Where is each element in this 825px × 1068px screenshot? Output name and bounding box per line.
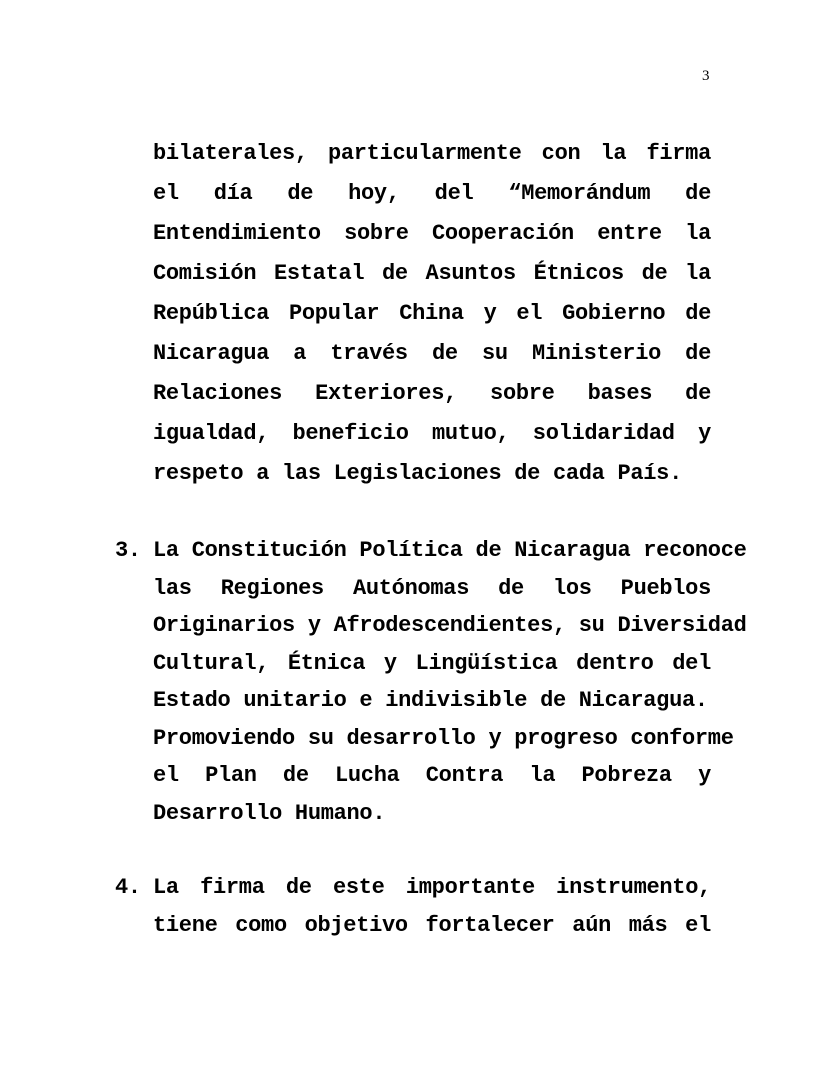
text-line: Desarrollo Humano. bbox=[153, 800, 386, 826]
list-item-4 bbox=[115, 869, 711, 944]
text-line: tiene como objetivo fortalecer aún más el bbox=[153, 912, 711, 938]
text-line: La firma de este importante instrumento, bbox=[153, 875, 711, 900]
text-line: igualdad, beneficio mutuo, solidaridad y bbox=[153, 421, 711, 446]
list-marker: 4. bbox=[115, 875, 141, 900]
text-line: Promoviendo su desarrollo y progreso conforme bbox=[153, 725, 734, 751]
text-line: Comisión Estatal de Asuntos Étnicos de la bbox=[153, 261, 711, 286]
text-line: Relaciones Exteriores, sobre bases de bbox=[153, 381, 711, 406]
text-line: el Plan de Lucha Contra la Pobreza y bbox=[153, 763, 711, 788]
intro-paragraph bbox=[153, 134, 711, 494]
text-line: Nicaragua a través de su Ministerio de bbox=[153, 341, 711, 366]
list-item-3 bbox=[115, 532, 747, 832]
text-line: el día de hoy, del “Memorándum de bbox=[153, 181, 711, 206]
text-line: Cultural, Étnica y Lingüística dentro del bbox=[153, 650, 711, 676]
list-marker: 3. bbox=[115, 538, 141, 563]
text-line: bilaterales, particularmente con la firma bbox=[153, 141, 711, 166]
page-number: 3 bbox=[702, 68, 710, 84]
text-line: Originarios y Afrodescendientes, su Diversidad bbox=[153, 613, 747, 638]
text-line: República Popular China y el Gobierno de bbox=[153, 301, 711, 326]
text-line: Entendimiento sobre Cooperación entre la bbox=[153, 221, 711, 246]
text-line: respeto a las Legislaciones de cada País. bbox=[153, 461, 682, 486]
text-line: las Regiones Autónomas de los Pueblos bbox=[153, 575, 711, 601]
text-line: La Constitución Política de Nicaragua reconoce bbox=[153, 538, 747, 563]
text-line: Estado unitario e indivisible de Nicaragua. bbox=[153, 688, 708, 713]
